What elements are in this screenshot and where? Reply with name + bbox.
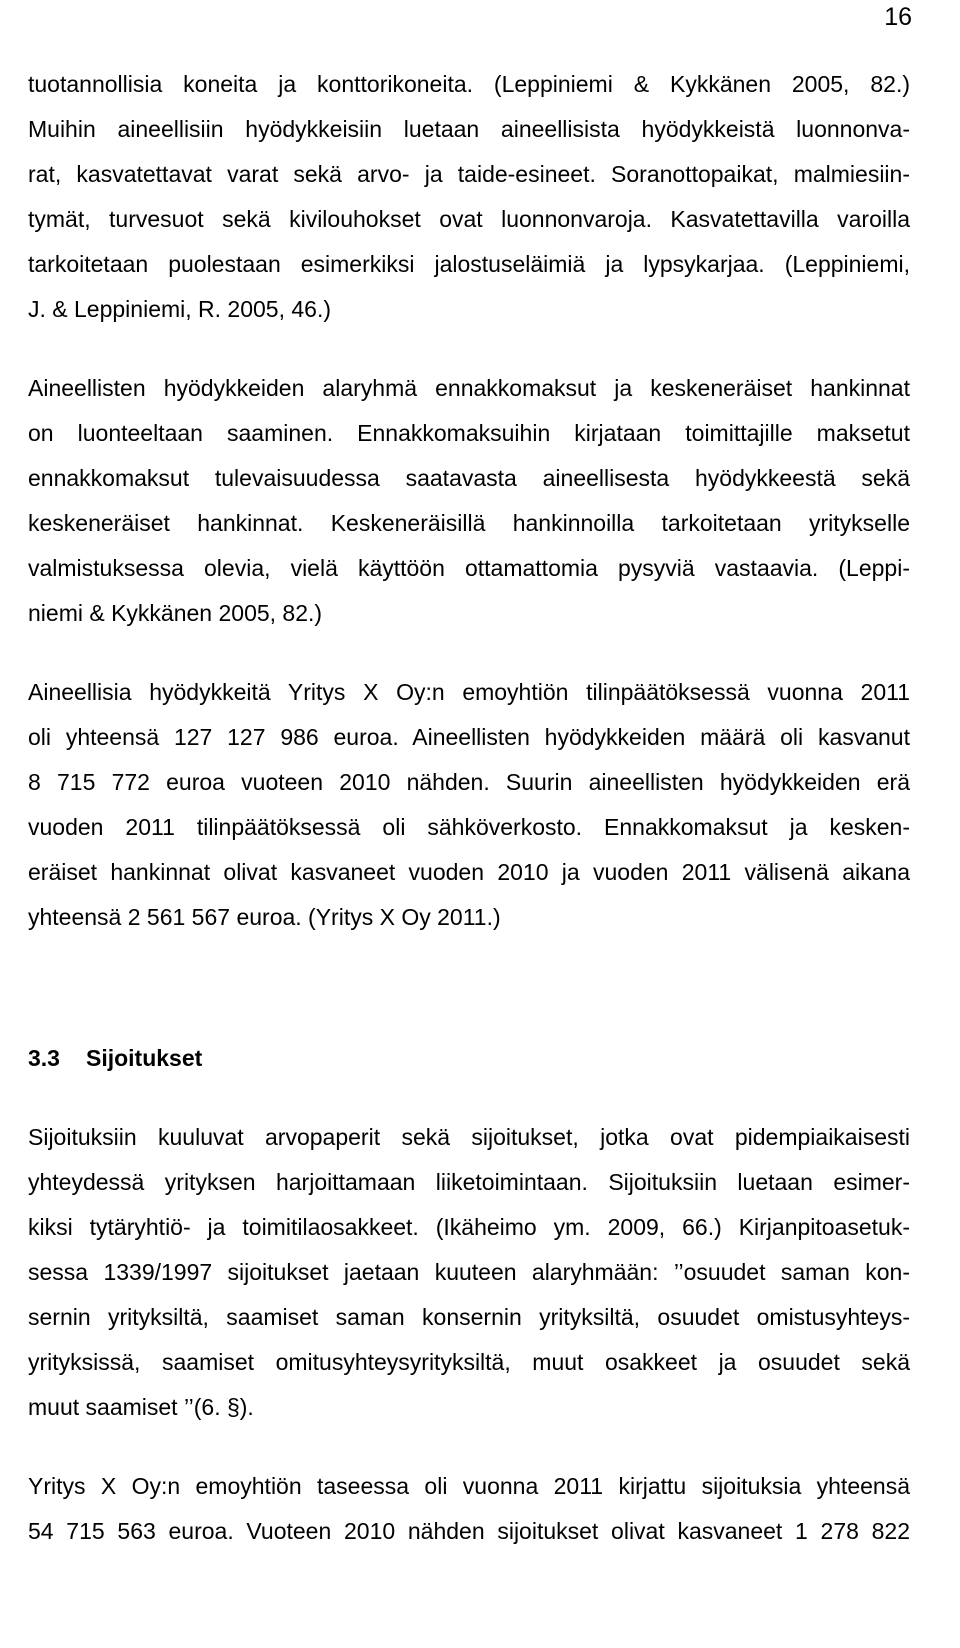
document-body xyxy=(28,62,910,1554)
text-line: J. & Leppiniemi, R. 2005, 46.) xyxy=(28,296,331,322)
text-line: yhteensä 2 561 567 euroa. (Yritys X Oy 2011.) xyxy=(28,904,501,930)
paragraph-company-investments xyxy=(28,1464,910,1554)
text-line: niemi & Kykkänen 2005, 82.) xyxy=(28,600,323,626)
text-line: tarkoitetaan puolestaan esimerkiksi jalostuseläimiä ja lypsykarjaa. (Leppiniemi, xyxy=(28,251,910,277)
text-line: sernin yrityksiltä, saamiset saman konsernin yrityksiltä, osuudet omistusyhteys- xyxy=(28,1304,910,1330)
text-line: yhteydessä yrityksen harjoittamaan liiketoimintaan. Sijoituksiin luetaan esimer- xyxy=(28,1169,910,1195)
text-line: oli yhteensä 127 127 986 euroa. Aineellisten hyödykkeiden määrä oli kasvanut xyxy=(28,724,910,750)
text-line: kiksi tytäryhtiö- ja toimitilaosakkeet. (Ikäheimo ym. 2009, 66.) Kirjanpitoasetuk- xyxy=(28,1214,910,1240)
text-line: ennakkomaksut tulevaisuudessa saatavasta aineellisesta hyödykkeestä sekä xyxy=(28,465,910,491)
text-line: 54 715 563 euroa. Vuoteen 2010 nähden sijoitukset olivat kasvaneet 1 278 822 xyxy=(28,1518,910,1544)
text-line: tuotannollisia koneita ja konttorikoneita. (Leppiniemi & Kykkänen 2005, 82.) xyxy=(28,71,910,97)
text-line: Aineellisten hyödykkeiden alaryhmä ennakkomaksut ja keskeneräiset hankinnat xyxy=(28,375,910,401)
paragraph-prepayments xyxy=(28,366,910,636)
page-number: 16 xyxy=(884,3,912,31)
text-line: 8 715 772 euroa vuoteen 2010 nähden. Suurin aineellisten hyödykkeiden erä xyxy=(28,769,910,795)
text-line: vuoden 2011 tilinpäätöksessä oli sähköverkosto. Ennakkomaksut ja kesken- xyxy=(28,814,910,840)
text-line: Aineellisia hyödykkeitä Yritys X Oy:n emoyhtiön tilinpäätöksessä vuonna 2011 xyxy=(28,679,910,705)
text-line: on luonteeltaan saaminen. Ennakkomaksuihin kirjataan toimittajille maksetut xyxy=(28,420,910,446)
text-line: valmistuksessa olevia, vielä käyttöön ottamattomia pysyviä vastaavia. (Leppi- xyxy=(28,555,910,581)
paragraph-other-tangible-assets xyxy=(28,62,910,332)
text-line: keskeneräiset hankinnat. Keskeneräisillä hankinnoilla tarkoitetaan yritykselle xyxy=(28,510,910,536)
text-line: Sijoituksiin kuuluvat arvopaperit sekä sijoitukset, jotka ovat pidempiaikaisesti xyxy=(28,1124,910,1150)
paragraph-investments-definition xyxy=(28,1115,910,1430)
text-line: yrityksissä, saamiset omitusyhteysyrityksiltä, muut osakkeet ja osuudet sekä xyxy=(28,1349,910,1375)
text-line: Yritys X Oy:n emoyhtiön taseessa oli vuonna 2011 kirjattu sijoituksia yhteensä xyxy=(28,1473,910,1499)
section-title: Sijoitukset xyxy=(86,1045,203,1071)
text-line: Muihin aineellisiin hyödykkeisiin luetaan aineellisista hyödykkeistä luonnonva- xyxy=(28,116,910,142)
text-line: tymät, turvesuot sekä kivilouhokset ovat luonnonvaroja. Kasvatettavilla varoilla xyxy=(28,206,910,232)
section-heading xyxy=(28,1036,910,1081)
paragraph-company-tangible-assets xyxy=(28,670,910,940)
text-line: muut saamiset ’’(6. §). xyxy=(28,1394,254,1420)
text-line: sessa 1339/1997 sijoitukset jaetaan kuuteen alaryhmään: ’’osuudet saman kon- xyxy=(28,1259,910,1285)
section-number: 3.3 xyxy=(28,1045,60,1071)
text-line: rat, kasvatettavat varat sekä arvo- ja taide-esineet. Soranottopaikat, malmiesiin- xyxy=(28,161,910,187)
text-line: eräiset hankinnat olivat kasvaneet vuoden 2010 ja vuoden 2011 välisenä aikana xyxy=(28,859,910,885)
